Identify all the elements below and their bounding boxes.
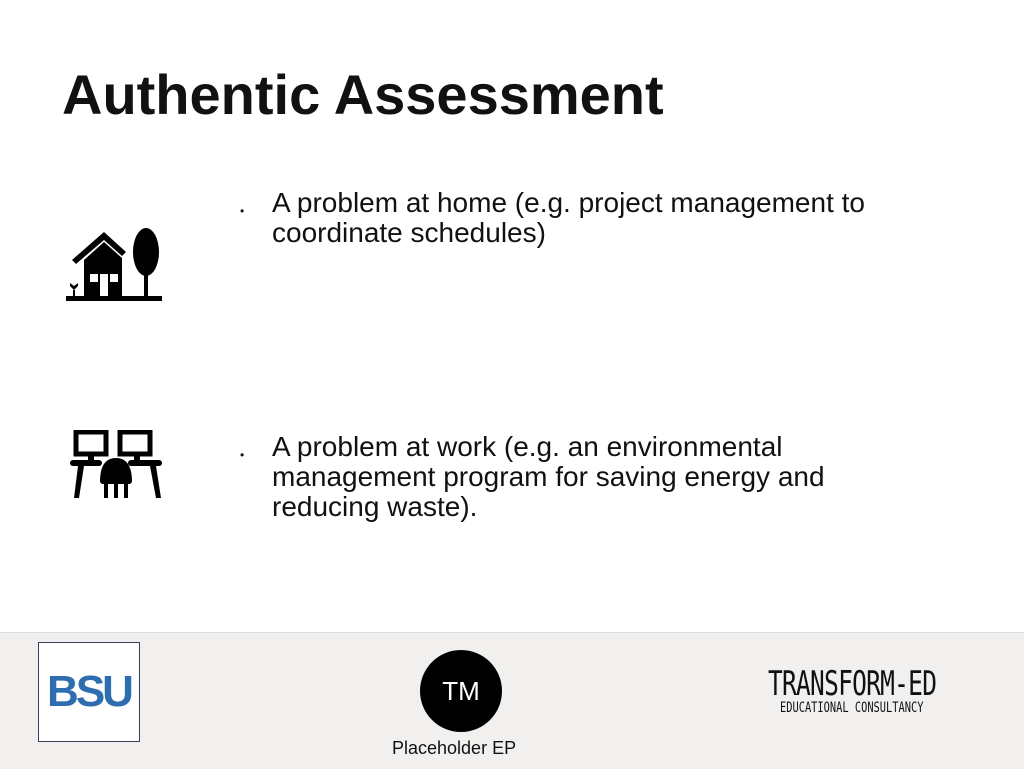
- workstation-icon: [70, 430, 162, 500]
- tm-logo: TM: [420, 650, 502, 732]
- house-icon: [66, 226, 162, 302]
- bsu-logo: BSU: [38, 642, 140, 742]
- bullet-work: [240, 432, 920, 522]
- bullet-marker: •: [240, 204, 245, 218]
- bullet-text: A problem at home (e.g. project management to coordinate schedules): [272, 187, 865, 248]
- transform-ed-logo: TRANSFORM-ED: [768, 664, 937, 704]
- bullet-home: [240, 188, 960, 248]
- bullet-text: A problem at work (e.g. an environmental management program for saving energy and reducing waste).: [272, 431, 825, 522]
- slide-title: Authentic Assessment: [62, 63, 664, 126]
- tm-caption: Placeholder EP: [392, 738, 517, 758]
- transform-ed-subtitle: EDUCATIONAL CONSULTANCY: [780, 700, 924, 716]
- bullet-marker: •: [240, 448, 245, 462]
